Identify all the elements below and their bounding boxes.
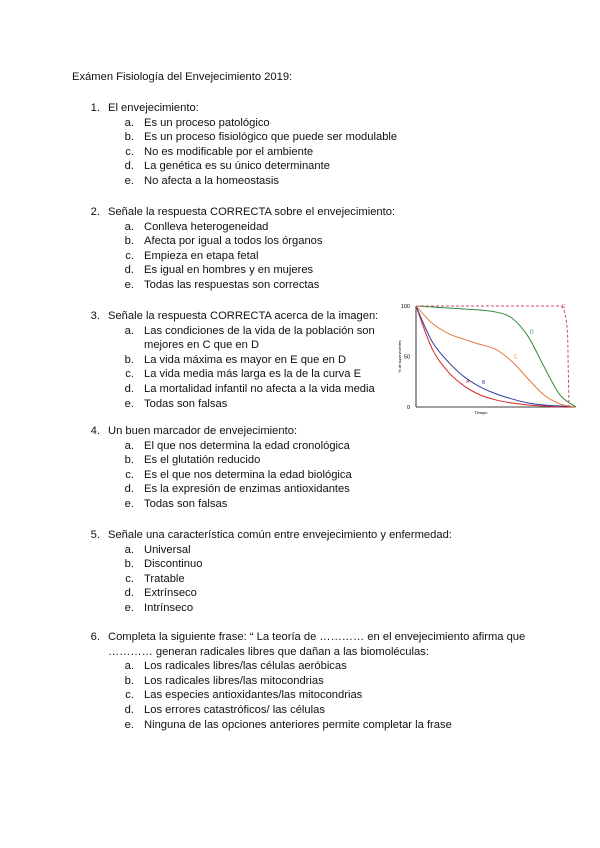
question-text: Señale la respuesta CORRECTA sobre el envejecimiento: bbox=[108, 206, 396, 218]
option-text: Ninguna de las opciones anteriores permite completar la frase bbox=[144, 718, 452, 731]
question-header bbox=[72, 424, 532, 439]
option-item bbox=[72, 353, 382, 368]
question-5 bbox=[72, 528, 532, 616]
option-list bbox=[72, 116, 532, 189]
option-text: Es igual en hombres y en mujeres bbox=[144, 264, 314, 277]
option-list bbox=[72, 543, 532, 616]
question-4 bbox=[72, 424, 532, 512]
option-text: Empieza en etapa fetal bbox=[144, 249, 259, 262]
option-text: Es un proceso fisiológico que puede ser modulable bbox=[144, 131, 398, 144]
option-letter: b. bbox=[124, 131, 134, 144]
option-letter: e. bbox=[124, 601, 134, 614]
option-list bbox=[72, 220, 532, 293]
option-text: Conlleva heterogeneidad bbox=[144, 220, 269, 233]
x-axis-label: Tiempo bbox=[474, 410, 488, 415]
option-text: Los radicales libres/las células aeróbicas bbox=[144, 660, 347, 673]
question-number: 2. bbox=[90, 206, 100, 218]
option-letter: e. bbox=[124, 718, 134, 731]
series-line-e bbox=[416, 306, 569, 407]
option-letter: c. bbox=[125, 468, 134, 481]
option-item bbox=[72, 263, 532, 278]
series-label-e: E bbox=[562, 304, 566, 310]
page-title: Exámen Fisiología del Envejecimiento 2019: bbox=[72, 71, 293, 83]
option-item bbox=[72, 234, 532, 249]
option-letter: d. bbox=[124, 483, 134, 496]
question-text: Completa la siguiente frase: “ La teoría de ………… en el envejecimiento afirma que ………… generan radicales libres que dañan a las biomoléculas: bbox=[108, 631, 526, 658]
question-header bbox=[72, 309, 382, 324]
option-letter: e. bbox=[124, 174, 134, 187]
y-tick-label: 0 bbox=[406, 405, 410, 411]
question-header bbox=[72, 101, 532, 116]
option-letter: d. bbox=[124, 264, 134, 277]
option-letter: c. bbox=[125, 572, 134, 585]
option-text: Las condiciones de la vida de la población son mejores en C que en D bbox=[144, 324, 375, 352]
question-6 bbox=[72, 630, 532, 732]
option-text: Es el glutatión reducido bbox=[144, 454, 261, 467]
series-label-a: A bbox=[466, 378, 470, 385]
option-text: Es el que nos determina la edad biológica bbox=[144, 468, 352, 481]
option-letter: b. bbox=[124, 558, 134, 571]
option-text: No es modificable por el ambiente bbox=[144, 145, 314, 158]
question-header bbox=[72, 630, 532, 659]
option-letter: b. bbox=[124, 454, 134, 467]
option-letter: d. bbox=[124, 587, 134, 600]
option-item bbox=[72, 468, 532, 483]
option-item bbox=[72, 703, 532, 718]
option-text: Todas las respuestas son correctas bbox=[144, 278, 320, 291]
option-letter: c. bbox=[125, 145, 134, 158]
option-text: La vida máxima es mayor en E que en D bbox=[144, 353, 347, 366]
option-text: Es un proceso patológico bbox=[144, 116, 270, 129]
option-text: Extrínseco bbox=[144, 587, 197, 600]
question-number: 1. bbox=[90, 102, 100, 114]
question-number: 5. bbox=[90, 529, 100, 541]
option-text: Discontinuo bbox=[144, 558, 203, 571]
y-tick-label: 100 bbox=[400, 304, 410, 310]
option-letter: e. bbox=[124, 397, 134, 410]
option-text: No afecta a la homeostasis bbox=[144, 174, 279, 187]
option-item bbox=[72, 382, 382, 397]
option-item bbox=[72, 324, 382, 353]
option-letter: b. bbox=[124, 235, 134, 248]
option-letter: a. bbox=[124, 543, 134, 556]
option-item bbox=[72, 572, 532, 587]
option-letter: b. bbox=[124, 353, 134, 366]
option-item bbox=[72, 116, 532, 131]
question-text: Un buen marcador de envejecimiento: bbox=[108, 425, 298, 437]
option-item bbox=[72, 130, 532, 145]
option-item bbox=[72, 718, 532, 733]
option-text: Todas son falsas bbox=[144, 497, 228, 510]
option-letter: e. bbox=[124, 497, 134, 510]
option-item bbox=[72, 439, 532, 454]
option-letter: c. bbox=[125, 689, 134, 702]
option-text: El que nos determina la edad cronológica bbox=[144, 439, 350, 452]
option-item bbox=[72, 159, 532, 174]
option-letter: e. bbox=[124, 278, 134, 291]
question-header bbox=[72, 528, 532, 543]
question-text: El envejecimiento: bbox=[108, 102, 199, 114]
option-text: La vida media más larga es la de la curva E bbox=[144, 368, 362, 381]
option-text: Tratable bbox=[144, 572, 185, 585]
option-item bbox=[72, 367, 382, 382]
y-tick-label: 50 bbox=[403, 354, 410, 361]
option-letter: a. bbox=[124, 220, 134, 233]
series-label-b: B bbox=[482, 379, 486, 386]
option-item bbox=[72, 249, 532, 264]
question-header bbox=[72, 205, 532, 220]
option-text: La genética es su único determinante bbox=[144, 160, 330, 173]
option-text: Intrínseco bbox=[144, 601, 194, 614]
option-item bbox=[72, 586, 532, 601]
option-list bbox=[72, 439, 532, 512]
option-text: Es la expresión de enzimas antioxidantes bbox=[144, 483, 350, 496]
question-text: Señale la respuesta CORRECTA acerca de la imagen: bbox=[108, 310, 379, 322]
option-letter: a. bbox=[124, 116, 134, 129]
option-text: Los errores catastróficos/ las células bbox=[144, 703, 325, 716]
option-text: Universal bbox=[144, 543, 191, 556]
series-label-d: D bbox=[530, 329, 534, 336]
option-letter: d. bbox=[124, 382, 134, 395]
y-axis-label: % de supervivientes bbox=[398, 340, 402, 373]
option-item bbox=[72, 543, 532, 558]
option-item bbox=[72, 278, 532, 293]
question-number: 6. bbox=[90, 631, 100, 643]
question-number: 3. bbox=[90, 310, 100, 322]
option-letter: c. bbox=[125, 249, 134, 262]
option-letter: a. bbox=[124, 660, 134, 673]
option-item bbox=[72, 220, 532, 235]
survival-chart bbox=[394, 298, 579, 418]
series-line-d bbox=[416, 306, 576, 407]
option-letter: b. bbox=[124, 674, 134, 687]
survival-chart-svg bbox=[394, 298, 579, 418]
option-item bbox=[72, 674, 532, 689]
option-item bbox=[72, 659, 532, 674]
option-item bbox=[72, 174, 532, 189]
question-number: 4. bbox=[90, 425, 100, 437]
question-3 bbox=[72, 309, 382, 411]
option-item bbox=[72, 688, 532, 703]
option-letter: a. bbox=[124, 439, 134, 452]
option-item bbox=[72, 453, 532, 468]
option-letter: d. bbox=[124, 703, 134, 716]
option-text: La mortalidad infantil no afecta a la vida media bbox=[144, 382, 375, 395]
series-line-a bbox=[416, 306, 576, 407]
question-1 bbox=[72, 101, 532, 189]
series-line-b bbox=[416, 306, 576, 407]
option-letter: d. bbox=[124, 160, 134, 173]
option-item bbox=[72, 145, 532, 160]
question-2 bbox=[72, 205, 532, 293]
option-text: Afecta por igual a todos los órganos bbox=[144, 235, 323, 248]
question-text: Señale una característica común entre envejecimiento y enfermedad: bbox=[108, 529, 452, 541]
option-letter: c. bbox=[125, 368, 134, 381]
option-text: Los radicales libres/las mitocondrias bbox=[144, 674, 324, 687]
option-list bbox=[72, 324, 382, 412]
option-item bbox=[72, 397, 382, 412]
series-line-c bbox=[416, 306, 576, 407]
option-item bbox=[72, 497, 532, 512]
option-item bbox=[72, 482, 532, 497]
option-letter: a. bbox=[124, 324, 134, 337]
option-list bbox=[72, 659, 532, 732]
series-label-c: C bbox=[514, 354, 518, 361]
option-text: Todas son falsas bbox=[144, 397, 228, 410]
option-item bbox=[72, 557, 532, 572]
option-item bbox=[72, 601, 532, 616]
option-text: Las especies antioxidantes/las mitocondrias bbox=[144, 689, 363, 702]
